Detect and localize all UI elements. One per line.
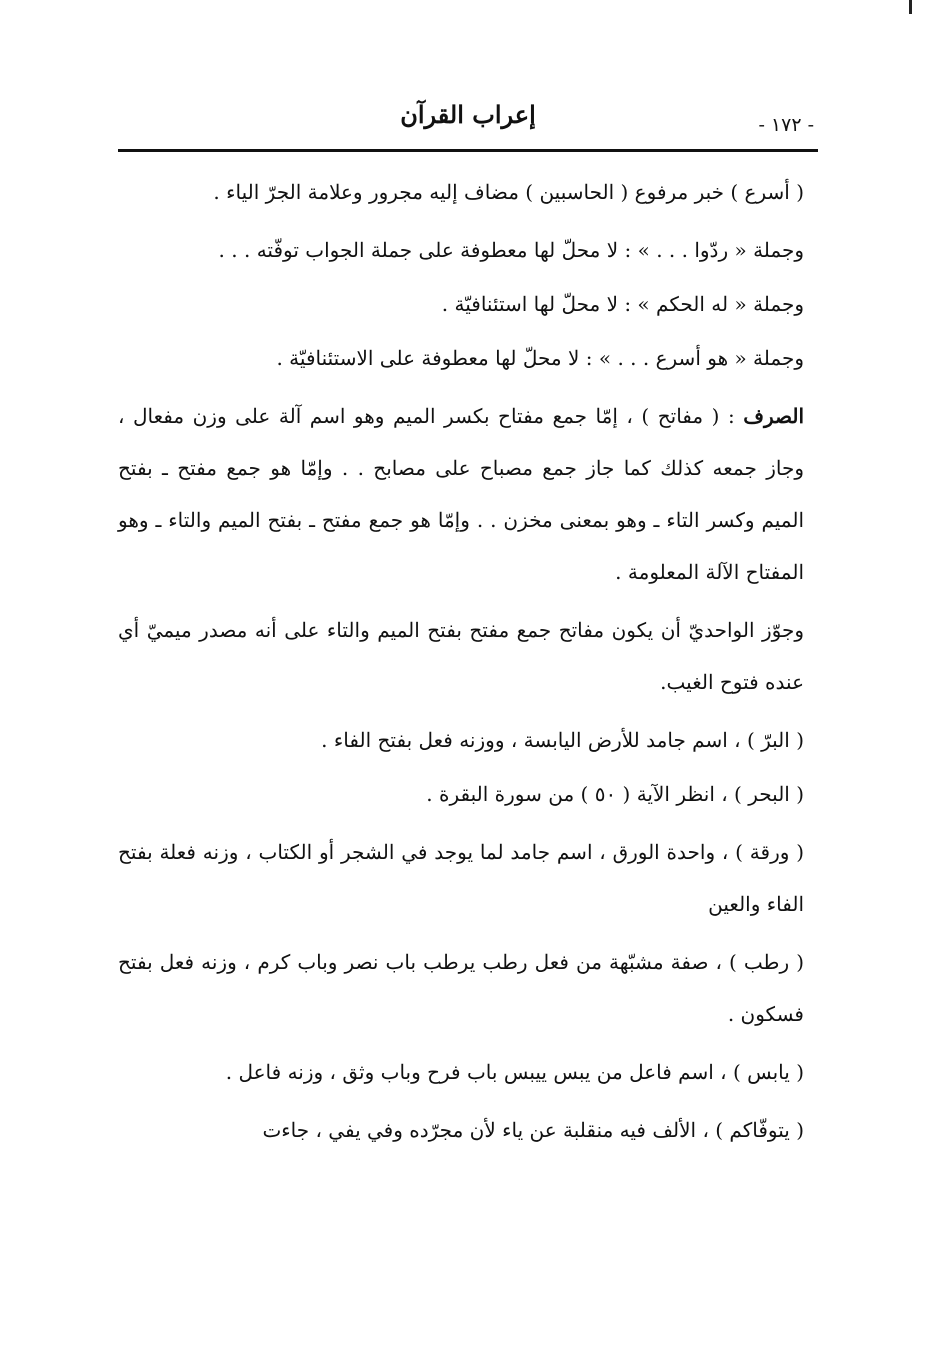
paragraph-2-text: وجملة « ردّوا . . . » : لا محلّ لها معطوفة على جملة الجواب توفّته . . . bbox=[218, 238, 804, 262]
page-header bbox=[118, 92, 818, 152]
paragraph-4-text: وجملة « هو أسرع . . . » : لا محلّ لها معطوفة على الاستئنافيّة . bbox=[276, 346, 804, 370]
paragraph-8 bbox=[118, 768, 804, 820]
paragraph-3-text: وجملة « له الحكم » : لا محلّ لها استئنافيّة . bbox=[441, 292, 804, 316]
paragraph-11-text: ( يابس ) ، اسم فاعل من يبس ييبس باب فرح وباب وثق ، وزنه فاعل . bbox=[225, 1060, 804, 1084]
paragraph-12 bbox=[118, 1104, 804, 1156]
paragraph-6 bbox=[118, 604, 804, 708]
paragraph-sarf-text: : ( مفاتح ) ، إمّا جمع مفتاح بكسر الميم وهو اسم آلة على وزن مفعال ، وجاز جمعه كذلك كما جاز جمع مصباح على مصابح . . وإمّا هو جمع مفتح ـ بفتح الميم وكسر التاء ـ وهو بمعنى مخزن . . وإمّا هو جمع مفتح ـ بفتح الميم والتاء ـ وهو المفتاح الآلة المعلومة . bbox=[118, 404, 804, 584]
body-text bbox=[118, 166, 804, 1158]
paragraph-10 bbox=[118, 936, 804, 1040]
paragraph-12-text: ( يتوفّاكم ) ، الألف فيه منقلبة عن ياء لأن مجرّده وفي يفي ، جاءت bbox=[262, 1118, 804, 1142]
paragraph-2 bbox=[118, 224, 804, 276]
paragraph-9-text: ( ورقة ) ، واحدة الورق ، اسم جامد لما يوجد في الشجر أو الكتاب ، وزنه فعلة بفتح الفاء والعين bbox=[118, 840, 804, 916]
page-number: - ١٧٢ - bbox=[758, 114, 814, 136]
paragraph-11 bbox=[118, 1046, 804, 1098]
paragraph-sarf bbox=[118, 390, 804, 598]
paragraph-7 bbox=[118, 714, 804, 766]
paragraph-4 bbox=[118, 332, 804, 384]
running-title: إعراب القرآن bbox=[400, 100, 536, 129]
paragraph-1-text: ( أسرع ) خبر مرفوع ( الحاسبين ) مضاف إليه مجرور وعلامة الجرّ الياء . bbox=[213, 180, 804, 204]
paragraph-3 bbox=[118, 278, 804, 330]
paragraph-8-text: ( البحر ) ، انظر الآية ( ٥٠ ) من سورة البقرة . bbox=[426, 782, 804, 806]
paragraph-7-text: ( البرّ ) ، اسم جامد للأرض اليابسة ، ووزنه فعل بفتح الفاء . bbox=[321, 728, 804, 752]
sarf-heading: الصرف bbox=[743, 404, 804, 428]
corner-mark bbox=[909, 0, 912, 14]
paragraph-1 bbox=[118, 166, 804, 218]
paragraph-9 bbox=[118, 826, 804, 930]
paragraph-6-text: وجوّز الواحديّ أن يكون مفاتح جمع مفتح بفتح الميم والتاء على أنه مصدر ميميّ أي عنده فتوح الغيب. bbox=[118, 618, 804, 694]
paragraph-10-text: ( رطب ) ، صفة مشبّهة من فعل رطب يرطب باب نصر وباب كرم ، وزنه فعل بفتح فسكون . bbox=[118, 950, 804, 1026]
header-rule bbox=[118, 149, 818, 152]
